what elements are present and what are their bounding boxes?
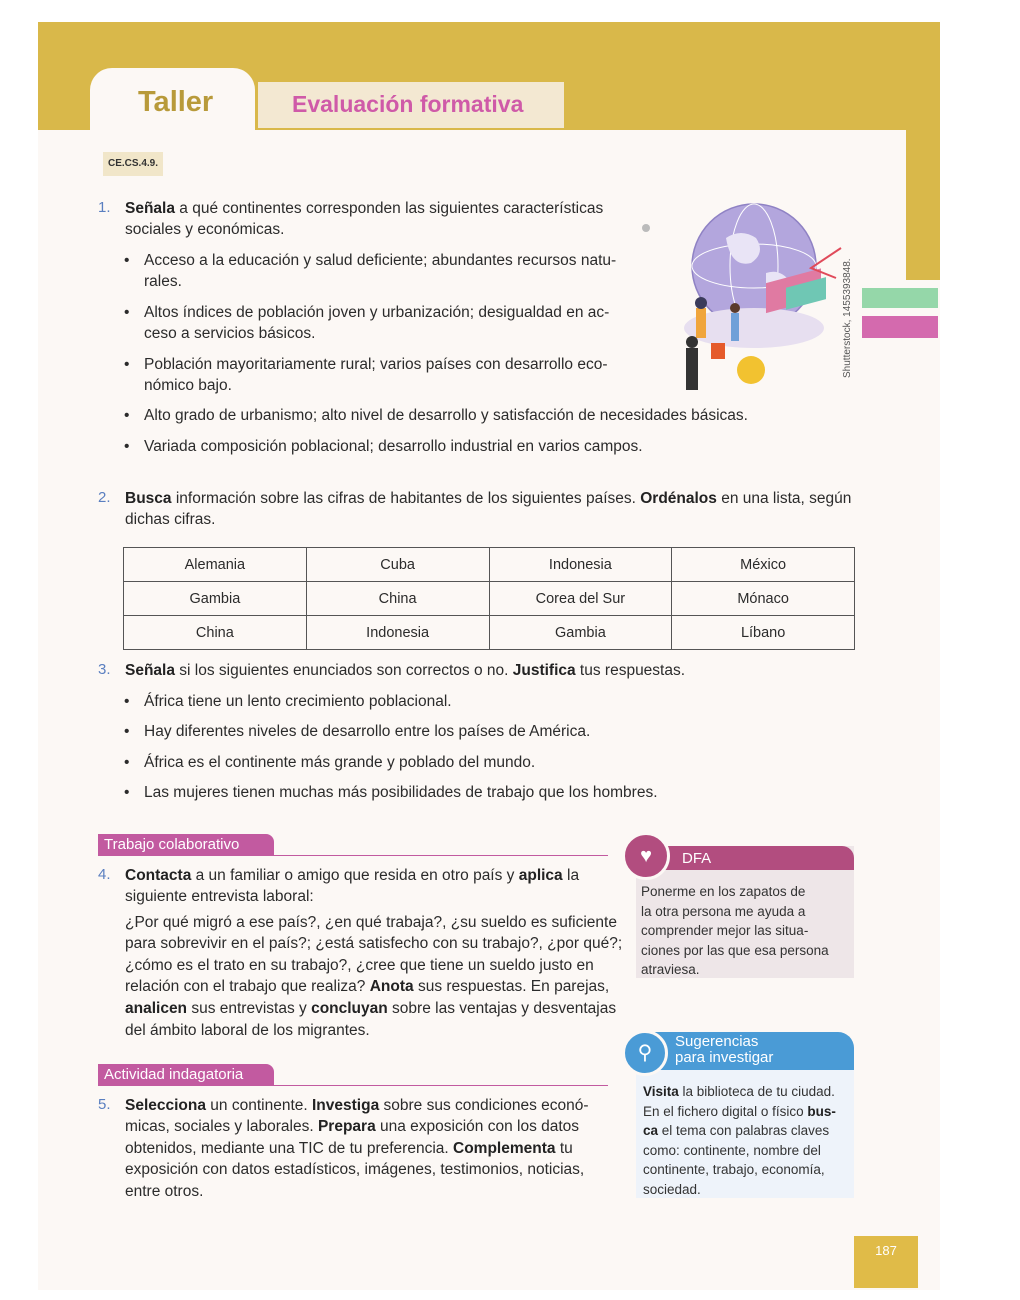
question-5-number: 5. xyxy=(98,1096,111,1113)
q1-bullet: • Altos índices de población joven y urbanización; desigualdad en ac- ceso a servicios básicos. xyxy=(144,302,609,344)
question-3-number: 3. xyxy=(98,661,111,678)
question-1-number: 1. xyxy=(98,199,111,216)
dfa-title: DFA xyxy=(682,850,712,867)
question-5-line: exposición con datos estadísticos, imágenes, testimonios, noticias, xyxy=(125,1161,585,1178)
table-cell: Indonesia xyxy=(306,616,489,650)
trabajo-colaborativo-header: Trabajo colaborativo xyxy=(98,834,274,856)
globe-illustration xyxy=(636,178,861,400)
q1-bullet: • Alto grado de urbanismo; alto nivel de desarrollo y satisfacción de necesidades básicas. xyxy=(144,405,748,426)
page-number: 187 xyxy=(854,1236,918,1288)
question-4-line: analicen sus entrevistas y concluyan sobre las ventajas y desventajas xyxy=(125,1000,617,1017)
criterion-code: CE.CS.4.9. xyxy=(103,152,163,176)
table-cell: Alemania xyxy=(124,548,307,582)
question-1-intro: Señala a qué continentes corresponden las siguientes características xyxy=(125,200,604,217)
question-5-line: micas, sociales y laborales. Prepara una exposición con los datos xyxy=(125,1118,580,1135)
magnifier-icon: ⚲ xyxy=(622,1030,668,1076)
question-5-line: obtenidos, mediante una TIC de tu preferencia. Complementa tu xyxy=(125,1140,573,1157)
question-5-line: entre otros. xyxy=(125,1183,204,1200)
side-tab-green xyxy=(862,288,938,308)
table-cell: Cuba xyxy=(306,548,489,582)
question-4-line: del ámbito laboral de los migrantes. xyxy=(125,1022,370,1039)
taller-title: Taller xyxy=(138,86,214,118)
question-2-text: Busca información sobre las cifras de habitantes de los siguientes países. Ordénalos en una lista, según xyxy=(125,490,852,507)
q3-bullet: • Hay diferentes niveles de desarrollo entre los países de América. xyxy=(144,721,590,742)
table-row xyxy=(124,616,855,650)
question-4-line: ¿Por qué migró a ese país?, ¿en qué trabaja?, ¿su sueldo es suficiente xyxy=(125,914,617,931)
sugerencias-title: Sugerencias para investigar xyxy=(675,1033,774,1066)
evaluacion-title: Evaluación formativa xyxy=(292,91,524,117)
table-cell: Líbano xyxy=(672,616,855,650)
question-2-number: 2. xyxy=(98,489,111,506)
q3-bullet: • Las mujeres tienen muchas más posibilidades de trabajo que los hombres. xyxy=(144,782,658,803)
table-cell: Gambia xyxy=(124,582,307,616)
question-3-text: Señala si los siguientes enunciados son correctos o no. Justifica tus respuestas. xyxy=(125,662,686,679)
dfa-text: Ponerme en los zapatos de la otra persona me ayuda a comprender mejor las situa- ciones por las que esa persona atraviesa. xyxy=(641,884,829,977)
table-cell: Corea del Sur xyxy=(489,582,672,616)
q3-bullet: • África es el continente más grande y poblado del mundo. xyxy=(144,752,535,773)
sugerencias-text: Visita la biblioteca de tu ciudad. En el fichero digital o físico bus- ca el tema con palabras claves como: continente, nombre del continente, trabajo, economía, sociedad. xyxy=(643,1084,836,1197)
table-cell: Indonesia xyxy=(489,548,672,582)
table-cell: Mónaco xyxy=(672,582,855,616)
question-2-line2: dichas cifras. xyxy=(125,511,216,528)
q3-bullet: • África tiene un lento crecimiento poblacional. xyxy=(144,691,452,712)
table-row xyxy=(124,582,855,616)
heart-hands-icon: ♥ xyxy=(622,832,670,880)
table-cell: China xyxy=(306,582,489,616)
side-tab-pink xyxy=(862,316,938,338)
actividad-indagatoria-header: Actividad indagatoria xyxy=(98,1064,274,1086)
section-divider xyxy=(98,1085,608,1086)
question-4-line: ¿cómo es el trato en su trabajo?, ¿cree que tiene un sueldo justo en xyxy=(125,957,594,974)
q1-bullet: • Población mayoritariamente rural; varios países con desarrollo eco- nómico bajo. xyxy=(144,354,608,396)
question-4-line: para sobrevivir en el país?; ¿está satisfecho con su trabajo?, ¿por qué?; xyxy=(125,935,623,952)
question-4-line: relación con el trabajo que realiza? Anota sus respuestas. En parejas, xyxy=(125,978,610,995)
q1-bullet: • Acceso a la educación y salud deficiente; abundantes recursos natu- rales. xyxy=(144,250,616,292)
question-4-number: 4. xyxy=(98,866,111,883)
section-divider xyxy=(98,855,608,856)
table-cell: México xyxy=(672,548,855,582)
table-cell: China xyxy=(124,616,307,650)
q1-bullet: • Variada composición poblacional; desarrollo industrial en varios campos. xyxy=(144,436,643,457)
image-credit: Shutterstock, 1455393848. xyxy=(842,258,853,378)
table-cell: Gambia xyxy=(489,616,672,650)
question-4-line: siguiente entrevista laboral: xyxy=(125,888,314,905)
question-1-intro-line2: sociales y económicas. xyxy=(125,221,285,238)
side-band xyxy=(906,130,940,280)
countries-table xyxy=(123,547,855,650)
question-5-line: Selecciona un continente. Investiga sobre sus condiciones econó- xyxy=(125,1097,589,1114)
table-row xyxy=(124,548,855,582)
question-4-line: Contacta a un familiar o amigo que resida en otro país y aplica la xyxy=(125,867,580,884)
